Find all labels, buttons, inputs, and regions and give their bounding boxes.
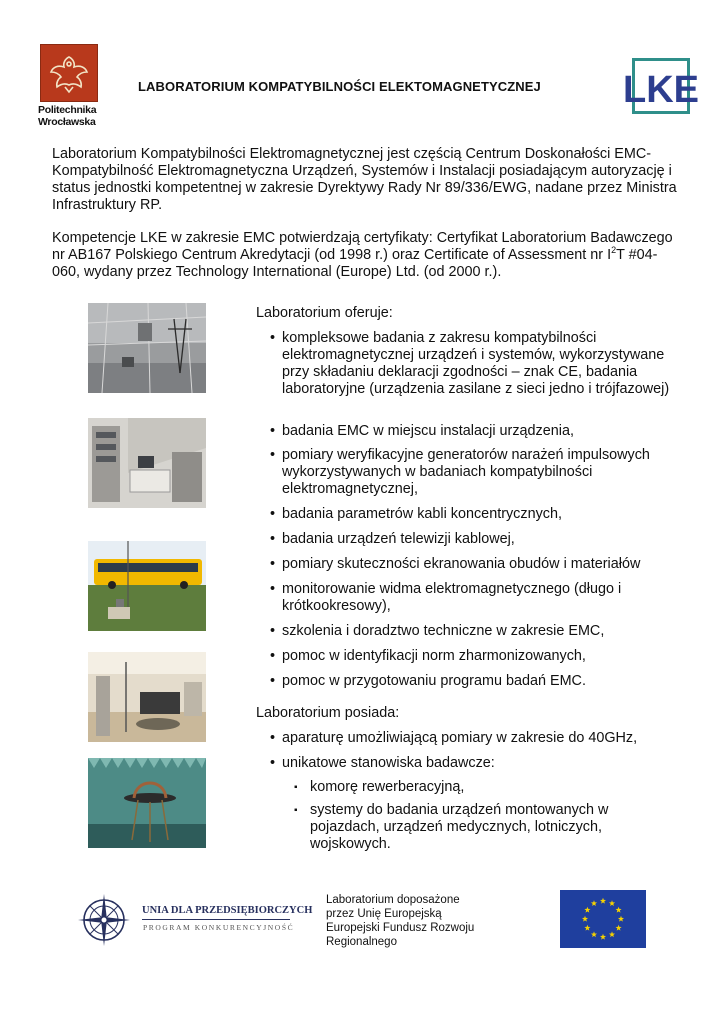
bullet-icon: •: [270, 755, 276, 771]
compass-rose-icon: [78, 890, 138, 950]
list-item: • pomiary skuteczności ekranowania obudów i materiałów: [270, 556, 641, 572]
university-name: Politechnika Wrocławska: [38, 104, 97, 128]
bullet-icon: •: [270, 730, 276, 746]
square-bullet-icon: ▪: [294, 805, 298, 816]
photo-bus-field-test: [88, 541, 206, 631]
lke-logo: [623, 58, 699, 114]
list-item: • kompleksowe badania z zakresu kompatybilności elektromagnetycznej urządzeń i systemów, wykorzystywane przy składaniu deklaracji zgodności – znak CE, badania laboratoryjne (urządzenia zasilane z sieci jedno i trójfazowej): [270, 330, 670, 397]
list-item: • badania parametrów kabli koncentrycznych,: [270, 506, 562, 522]
bullet-icon: •: [270, 648, 276, 664]
sub-list-item: ▪ komorę rewerberacyjną,: [294, 779, 465, 795]
list-item: • badania EMC w miejscu instalacji urządzenia,: [270, 423, 574, 439]
photo-measurement-room: [88, 418, 206, 508]
bullet-icon: •: [270, 556, 276, 572]
bullet-icon: •: [270, 531, 276, 547]
intro-paragraph-2: Kompetencje LKE w zakresie EMC potwierdzają certyfikaty: Certyfikat Laboratorium Badawczego nr AB167 Polskiego Centrum Akredytacji (od 1998 r.) oraz Certificate of Assessment nr $I^2T$ #04-060, wydany przez Technology International (Europe) Ltd. (od 2000 r.).: [52, 230, 673, 280]
list-item: • badania urządzeń telewizji kablowej,: [270, 531, 515, 547]
list-item: • unikatowe stanowiska badawcze:: [270, 755, 495, 771]
list-item: • aparaturę umożliwiającą pomiary w zakresie do 40GHz,: [270, 730, 638, 746]
bullet-icon: •: [270, 673, 276, 689]
intro-paragraph-1: Laboratorium Kompatybilności Elektromagnetycznej jest częścią Centrum Doskonałości EMC- Kompatybilność Elektromagnetyczna Urządzeń, Systemów i Instalacji posiadającym autoryzację i status jednostki kompetentnej w zakresie Dyrektywy Rady Nr 89/336/EWG, nadane przez Ministra Infrastruktury RP.: [52, 146, 677, 213]
eu-flag-icon: [560, 890, 646, 948]
list-item: • pomoc w identyfikacji norm zharmonizowanych,: [270, 648, 586, 664]
politechnika-eagle-logo: [40, 44, 98, 102]
unia-dla-przedsiebiorczych-logo: [78, 890, 298, 950]
bullet-icon: •: [270, 623, 276, 639]
sub-list-item: ▪ systemy do badania urządzeń montowanych w pojazdach, urządzeń medycznych, lotniczych, wojskowych.: [294, 802, 609, 852]
udp-title: UNIA DLA PRZEDSIĘBIORCZYCH: [142, 905, 313, 916]
square-bullet-icon: ▪: [294, 782, 298, 793]
bullet-icon: •: [270, 581, 276, 597]
bullet-icon: •: [270, 506, 276, 522]
offer-heading: Laboratorium oferuje:: [256, 305, 393, 321]
list-item: • pomoc w przygotowaniu programu badań EMC.: [270, 673, 586, 689]
bullet-icon: •: [270, 423, 276, 439]
lke-logo-text: LKE: [623, 69, 699, 111]
photo-lab-bench: [88, 652, 206, 742]
list-item: • monitorowanie widma elektromagnetycznego (długo i krótkookresowy),: [270, 581, 622, 614]
photo-reverb-chamber: [88, 758, 206, 848]
equipment-heading: Laboratorium posiada:: [256, 705, 400, 721]
eu-funding-note: Laboratorium doposażone przez Unię Europejską Europejski Fundusz Rozwoju Regionalnego: [326, 894, 475, 948]
photo-anechoic-chamber: [88, 303, 206, 393]
udp-subtitle: PROGRAM KONKURENCYJNOŚĆ: [143, 923, 295, 932]
bullet-icon: •: [270, 330, 276, 346]
page-title: LABORATORIUM KOMPATYBILNOŚCI ELEKTOMAGNETYCZNEJ: [138, 79, 541, 94]
list-item: • szkolenia i doradztwo techniczne w zakresie EMC,: [270, 623, 605, 639]
list-item: • pomiary weryfikacyjne generatorów narażeń impulsowych wykorzystywanych w badaniach kompatybilności elektromagnetycznej,: [270, 447, 650, 497]
divider: [142, 919, 290, 920]
bullet-icon: •: [270, 447, 276, 463]
